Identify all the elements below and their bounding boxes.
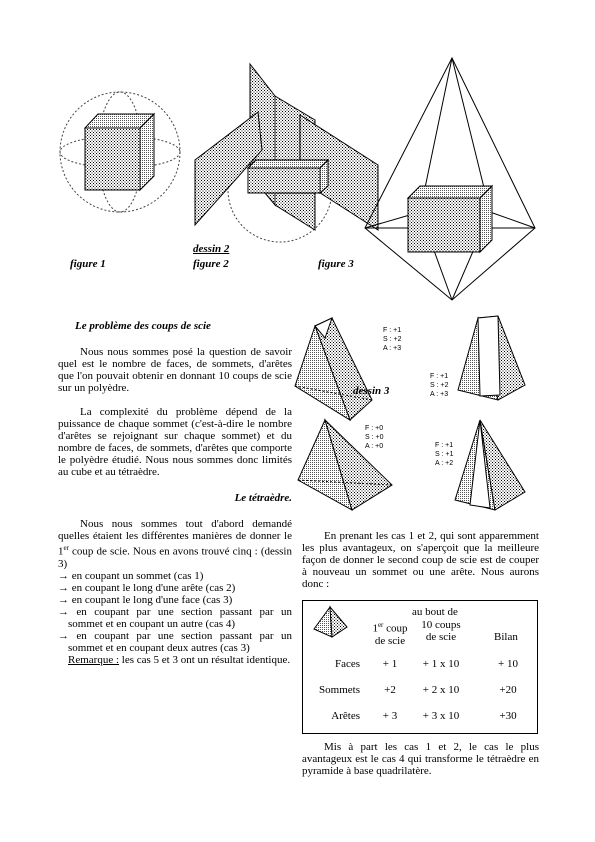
row-cell: + 1 <box>382 658 398 670</box>
case-4-shape <box>455 420 525 510</box>
figure-1-label: figure 1 <box>70 258 106 270</box>
remark: Remarque : les cas 5 et 3 ont un résultat identique. <box>68 653 291 666</box>
row-label: Sommets <box>319 684 360 696</box>
table-header-col1: 1er coup de scie <box>372 621 408 647</box>
table-header-col3: Bilan <box>494 631 518 643</box>
dessin-2-label: dessin 2 <box>193 243 230 255</box>
row-cell: +20 <box>499 684 517 696</box>
case-3-labels <box>365 424 383 451</box>
case-4-labels <box>435 441 453 468</box>
section-title-coups-de-scie: Le problème des coups de scie <box>75 320 211 332</box>
case-4-faces: F : +1 <box>435 442 454 449</box>
case-2-labels <box>430 372 448 399</box>
row-cell: + 3 <box>382 710 398 722</box>
case-1-faces: F : +1 <box>383 327 402 334</box>
paragraph-cas-4: Mis à part les cas 1 et 2, le cas le plus avantageux est le cas 4 qui transforme le tétraèdre en pyramide à base quadrilatère. <box>302 741 539 777</box>
list-item-cas-2: → en coupant le long d'une arête (cas 2) <box>58 581 236 594</box>
case-2-shape <box>458 316 525 400</box>
section-title-tetraedre: Le tétraèdre. <box>234 492 292 504</box>
row-label: Arêtes <box>331 710 360 722</box>
list-item-cas-4: → en coupant par une section passant par un sommet et en coupant un autre (cas 4) <box>58 605 292 630</box>
case-1-sommets: S : +2 <box>383 336 402 343</box>
case-3-faces: F : +0 <box>365 425 384 432</box>
row-cell: +2 <box>384 684 396 696</box>
case-1-shape <box>295 318 372 420</box>
paragraph-complexite: La complexité du problème dépend de la puissance de chaque sommet (c'est-à-dire le nombre d'arêtes se rejoignant sur chaque sommet) et du nombre de faces, de sommets, d'arêtes que comporte le polyèdre étudié. Nous nous sommes donc limités au cube et au tétraèdre. <box>58 406 292 478</box>
paragraph-premier-coup: Nous nous sommes tout d'abord demandé quelles étaient les différentes manières de donner le 1er coup de scie. Nous en avons trouvé cinq : (dessin 3) <box>58 518 292 570</box>
row-cell: + 1 x 10 <box>422 658 460 670</box>
table-pyramid-icon <box>310 605 350 639</box>
row-cell: + 3 x 10 <box>422 710 460 722</box>
list-item-cas-1: → en coupant un sommet (cas 1) <box>58 569 204 582</box>
left-column <box>58 346 292 666</box>
right-column-intro <box>302 530 539 590</box>
row-cell: +30 <box>499 710 517 722</box>
case-3-sommets: S : +0 <box>365 434 384 441</box>
case-4-aretes: A : +2 <box>435 460 454 467</box>
table-header-top: au bout de <box>412 606 458 618</box>
list-item-cas-3: → en coupant le long d'une face (cas 3) <box>58 593 233 606</box>
paragraph-cas-1-2: En prenant les cas 1 et 2, qui sont apparemment les plus avantageux, on s'aperçoit que la meilleure façon de donner le second coup de scie est de couper à nouveau un sommet ou une arête. Nous aurons donc : <box>302 530 539 590</box>
row-cell: + 2 x 10 <box>422 684 460 696</box>
case-2-faces: F : +1 <box>430 373 449 380</box>
case-2-sommets: S : +2 <box>430 382 449 389</box>
paragraph-intro: Nous nous sommes posé la question de savoir quel est le nombre de faces, de sommets, d'arêtes que l'on pouvait obtenir en donnant 10 coups de scie sur un polyèdre. <box>58 346 292 394</box>
case-1-labels <box>383 326 401 353</box>
figure-3-label: figure 3 <box>318 258 354 270</box>
row-cell: + 10 <box>498 658 518 670</box>
case-3-aretes: A : +0 <box>365 443 384 450</box>
dessin-3-label: dessin 3 <box>353 385 390 397</box>
figure-2-label: figure 2 <box>193 258 229 270</box>
case-2-aretes: A : +3 <box>430 391 449 398</box>
table-header-col2: 10 coups de scie <box>421 619 461 643</box>
list-item-cas-5: → en coupant par une section passant par un sommet et en coupant deux autres (cas 3) <box>58 629 292 654</box>
case-4-sommets: S : +1 <box>435 451 454 458</box>
case-1-aretes: A : +3 <box>383 345 402 352</box>
right-column-conclusion <box>302 741 539 777</box>
row-label: Faces <box>334 658 360 670</box>
